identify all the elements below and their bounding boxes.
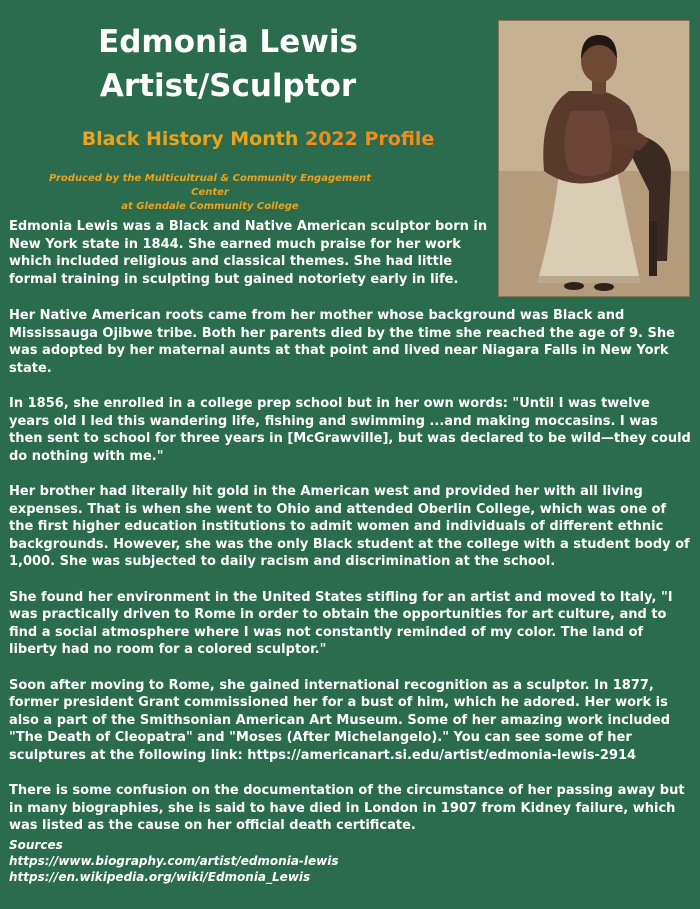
source-link-biography[interactable]: https://www.biography.com/artist/edmonia-lewis [9,853,339,868]
intro-paragraph: Edmonia Lewis was a Black and Native American sculptor born in New York state in 1844. She earned much praise for her work which included religious and classical themes. She had little formal training in sculpting but gained notoriety early in life. [9,219,488,287]
sources-section [9,837,691,885]
producer-line-1: Produced by the Multicultrual & Community Engagement Center [48,173,372,198]
bio-paragraph: There is some confusion on the documentation of the circumstance of her passing away but in many biographies, she is said to have died in London in 1907 from Kidney failure, which was listed as the cause on her official death certificate. [9,783,685,833]
sources-label: Sources [9,837,63,852]
bio-paragraph: Her brother had literally hit gold in the American west and provided her with all living expenses. That is when she went to Ohio and attended Oberlin College, which was one of the first higher education institutions to admit women and individuals of different ethnic backgrounds. However, she was the only Black student at the college with a student body of 1,000. She was subjected to daily racism and discrimination at the school. [9,484,690,569]
bio-paragraph: In 1856, she enrolled in a college prep school but in her own words: "Until I was twelve years old I led this wandering life, fishing and swimming ...and making moccasins. I was then sent to school for three years in [McGrawville], but was declared to be wild—they could do nothing with me." [9,396,691,464]
producer-line-2: at Glendale Community College [121,201,299,212]
title-name: Edmonia Lewis [98,24,358,60]
producer-credit [30,172,390,214]
page-title [48,20,408,108]
biography-body [9,307,691,885]
subtitle-main: Black History Month [81,128,305,150]
bio-paragraph: Her Native American roots came from her mother whose background was Black and Mississauga Ojibwe tribe. Both her parents died by the time she reached the age of 9. She was adopted by her maternal aunts at that point and lived near Niagara Falls in New York state. [9,308,675,376]
portrait-illustration [499,21,689,296]
profile-subtitle [48,128,468,150]
bio-paragraph: She found her environment in the United States stifling for an artist and moved to Italy, "I was practically driven to Rome in order to obtain the opportunities for art culture, and to find a social atmosphere where I was not constantly reminded of my color. The land of liberty had no room for a colored sculptor." [9,589,673,657]
subtitle-year: 2022 Profile [304,128,435,150]
bio-paragraph: Soon after moving to Rome, she gained international recognition as a sculptor. In 1877, former president Grant commissioned her for a bust of him, which he adored. Her work is also a part of the Smithsonian American Art Museum. Some of her amazing work included "The Death of Cleopatra" and "Moses (After Michelangelo)." You can see some of her sculptures at the following link: https://americanart.si.edu/artist/edmonia-lewis-2914 [9,677,671,763]
source-link-wikipedia[interactable]: https://en.wikipedia.org/wiki/Edmonia_Lewis [9,869,311,884]
title-role: Artist/Sculptor [99,68,357,104]
portrait-photo [498,20,690,297]
